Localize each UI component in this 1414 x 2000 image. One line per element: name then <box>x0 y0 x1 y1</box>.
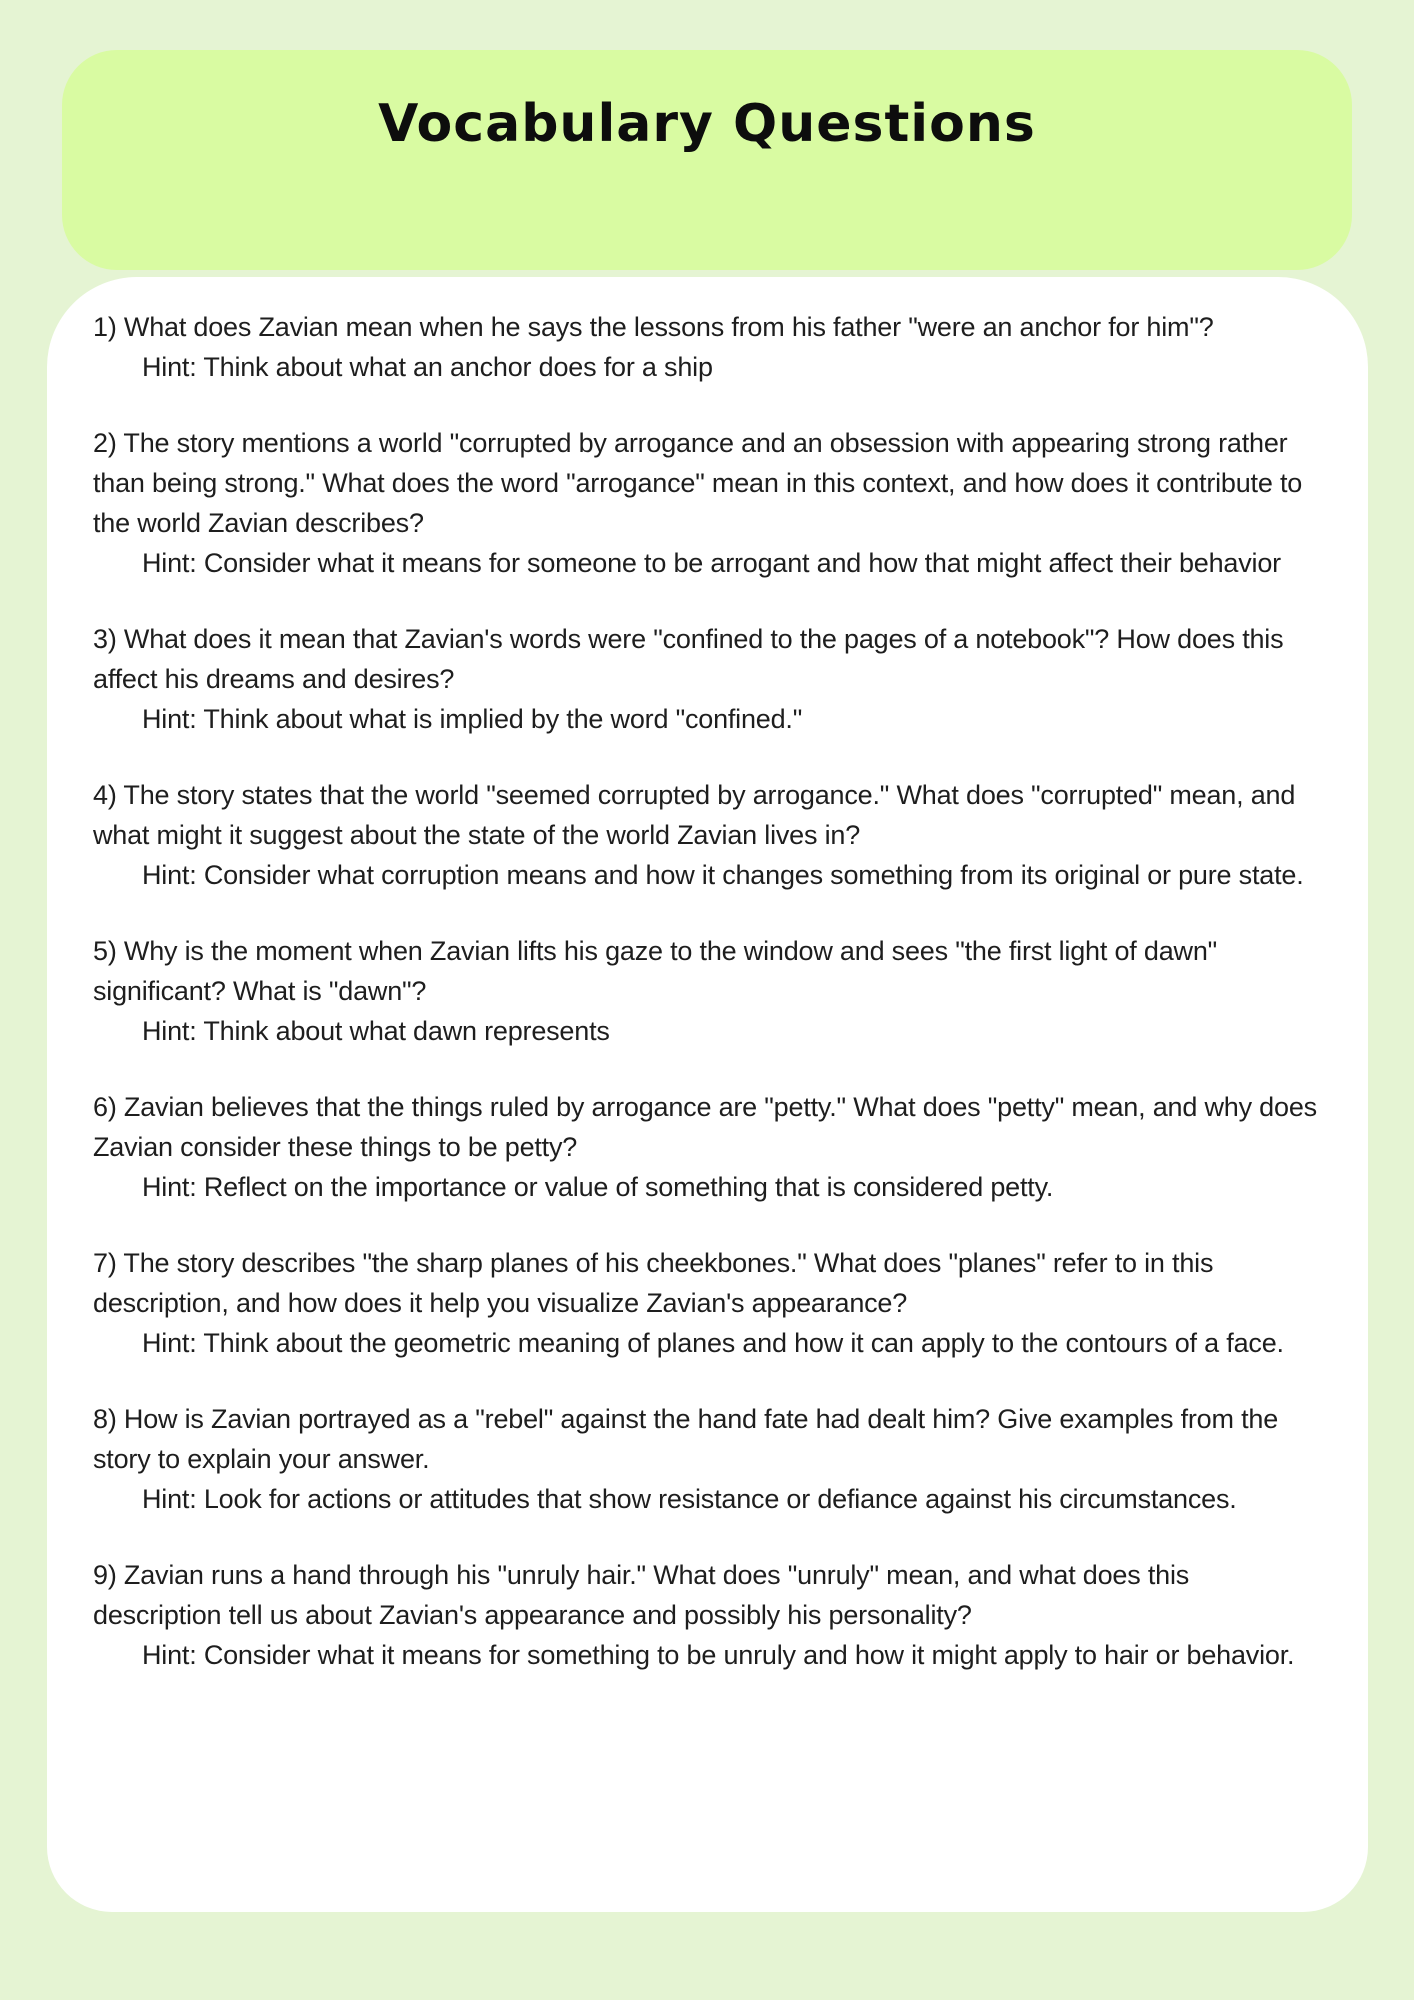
questions-card <box>47 277 1368 1912</box>
question-block <box>93 1243 1323 1363</box>
question-block <box>93 1399 1323 1519</box>
question-block <box>93 775 1323 895</box>
question-text: 5) Why is the moment when Zavian lifts his gaze to the window and sees "the first light of dawn" significant? What is "dawn"? <box>93 936 1218 1006</box>
question-hint: Hint: Reflect on the importance or value of something that is considered petty. <box>142 1172 1054 1202</box>
question-hint: Hint: Think about what is implied by the word "confined." <box>142 704 803 734</box>
question-hint: Hint: Think about what an anchor does for a ship <box>142 352 713 382</box>
question-hint: Hint: Consider what it means for something to be unruly and how it might apply to hair or behavior. <box>142 1640 1295 1670</box>
question-block <box>93 423 1323 583</box>
page-title: Vocabulary Questions <box>378 94 1036 154</box>
question-text: 8) How is Zavian portrayed as a "rebel" against the hand fate had dealt him? Give examples from the story to explain your answer. <box>93 1404 1279 1474</box>
question-block <box>93 931 1323 1051</box>
question-text: 1) What does Zavian mean when he says the lessons from his father "were an anchor for him"? <box>93 312 1214 342</box>
question-text: 4) The story states that the world "seemed corrupted by arrogance." What does "corrupted" mean, and what might it suggest about the state of the world Zavian lives in? <box>93 780 1296 850</box>
question-text: 7) The story describes "the sharp planes of his cheekbones." What does "planes" refer to in this description, and how does it help you visualize Zavian's appearance? <box>93 1248 1214 1318</box>
header-card <box>62 50 1352 270</box>
question-hint: Hint: Consider what it means for someone to be arrogant and how that might affect their behavior <box>142 548 1281 578</box>
question-hint: Hint: Think about what dawn represents <box>142 1016 610 1046</box>
question-hint: Hint: Think about the geometric meaning of planes and how it can apply to the contours of a face. <box>142 1328 1284 1358</box>
question-text: 3) What does it mean that Zavian's words were "confined to the pages of a notebook"? How does this affect his dreams and desires? <box>93 624 1284 694</box>
question-block <box>93 619 1323 739</box>
question-text: 6) Zavian believes that the things ruled by arrogance are "petty." What does "petty" mean, and why does Zavian consider these things to be petty? <box>93 1092 1317 1162</box>
question-block <box>93 307 1323 387</box>
questions-list <box>93 307 1323 1675</box>
question-text: 2) The story mentions a world "corrupted by arrogance and an obsession with appearing strong rather than being strong." What does the word "arrogance" mean in this context, and how does it contribute to the world Zavian describes? <box>93 428 1303 538</box>
question-hint: Hint: Consider what corruption means and how it changes something from its original or pure state. <box>142 860 1304 890</box>
question-text: 9) Zavian runs a hand through his "unruly hair." What does "unruly" mean, and what does this description tell us about Zavian's appearance and possibly his personality? <box>93 1560 1190 1630</box>
question-block <box>93 1087 1323 1207</box>
question-block <box>93 1555 1323 1675</box>
question-hint: Hint: Look for actions or attitudes that show resistance or defiance against his circumstances. <box>142 1484 1237 1514</box>
